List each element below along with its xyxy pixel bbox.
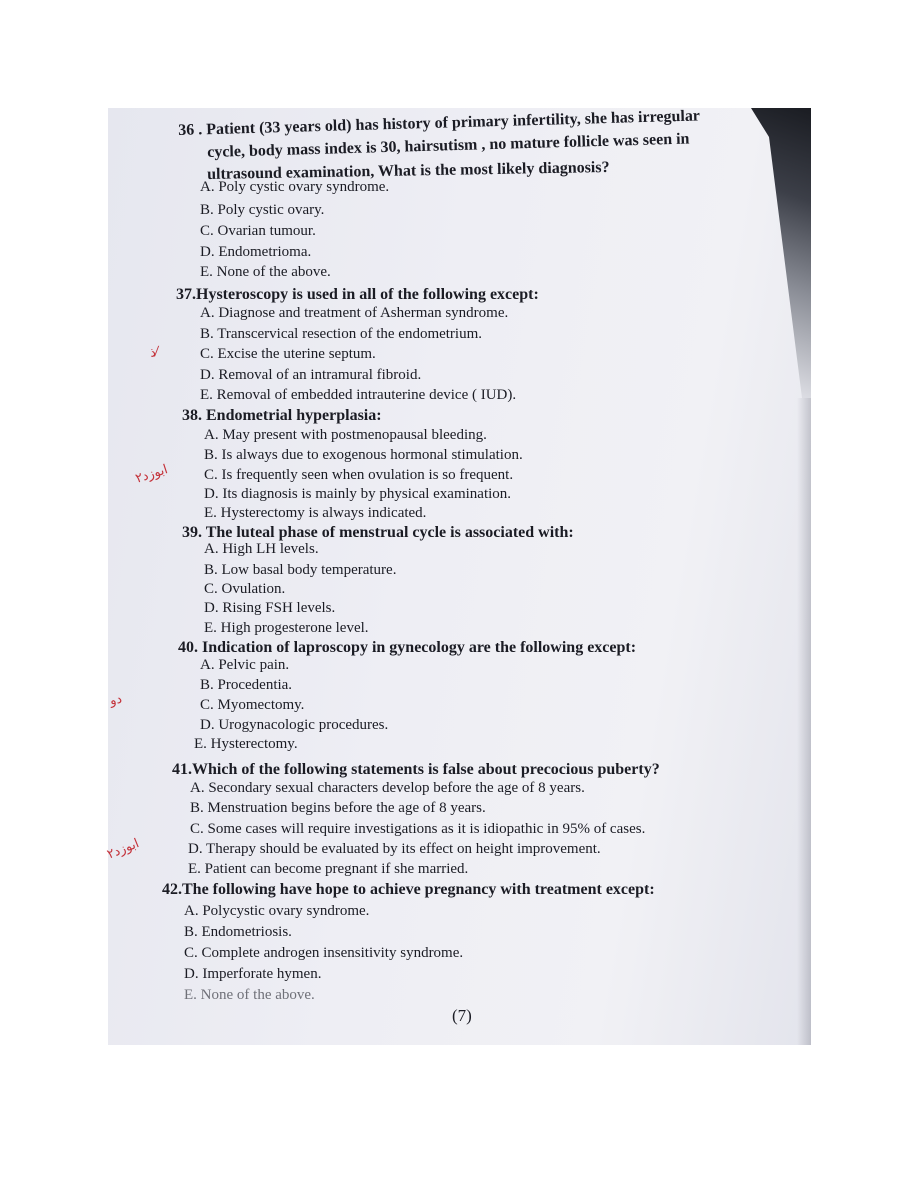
option: C. Ovulation. (204, 581, 286, 597)
exam-text (105, 107, 811, 1045)
question-38 (182, 407, 382, 425)
question-40 (178, 639, 636, 657)
question-number: 36 . (178, 121, 203, 139)
question-39 (182, 524, 574, 542)
question-number: 41. (172, 761, 192, 778)
question-text: The following have hope to achieve pregnancy with treatment except: (182, 881, 655, 898)
page-number: (7) (452, 1006, 472, 1025)
option: E. None of the above. (184, 987, 315, 1003)
option: E. Hysterectomy. (194, 736, 298, 752)
question-number: 39. (182, 524, 202, 541)
option: D. Urogynacologic procedures. (200, 717, 389, 733)
option: C. Some cases will require investigations as it is idiopathic in 95% of cases. (190, 821, 646, 837)
question-text: Hysteroscopy is used in all of the following except: (196, 286, 539, 303)
option: E. None of the above. (200, 264, 331, 280)
question-text: cycle, body mass index is 30, hairsutism , no mature follicle was seen in (207, 130, 690, 161)
question-text: Endometrial hyperplasia: (206, 407, 382, 424)
question-text: Indication of laproscopy in gynecology are the following except: (202, 639, 637, 656)
option: B. Poly cystic ovary. (200, 202, 325, 218)
option: A. High LH levels. (204, 541, 319, 557)
option: D. Rising FSH levels. (204, 600, 336, 616)
question-37 (176, 286, 539, 304)
question-number: 37. (176, 286, 196, 303)
option: A. Pelvic pain. (200, 657, 290, 673)
question-number: 40. (178, 639, 198, 656)
question-number: 38. (182, 407, 202, 424)
question-text: Patient (33 years old) has history of primary infertility, she has irregular (205, 107, 701, 139)
handwritten-mark: ابوزد٢ (105, 836, 142, 863)
option: C. Myomectomy. (200, 697, 305, 713)
question-41 (172, 761, 660, 779)
question-text: The luteal phase of menstrual cycle is associated with: (205, 524, 574, 541)
option: B. Menstruation begins before the age of 8 years. (190, 800, 486, 816)
handwritten-mark: ابوزد٢ (133, 462, 170, 487)
option: C. Excise the uterine septum. (200, 346, 376, 362)
option: B. Procedentia. (200, 677, 293, 693)
option: B. Transcervical resection of the endometrium. (200, 326, 483, 342)
option: B. Low basal body temperature. (204, 562, 397, 578)
option: A. Poly cystic ovary syndrome. (200, 179, 390, 195)
option: A. May present with postmenopausal bleeding. (204, 427, 487, 443)
option: E. Removal of embedded intrauterine device ( IUD). (200, 387, 517, 403)
option: D. Imperforate hymen. (184, 966, 322, 982)
option: E. Hysterectomy is always indicated. (204, 505, 427, 521)
option: A. Polycystic ovary syndrome. (184, 903, 370, 919)
question-text: ultrasound examination, What is the most likely diagnosis? (207, 158, 610, 183)
option: C. Complete androgen insensitivity syndrome. (184, 945, 464, 961)
option: E. High progesterone level. (204, 620, 369, 636)
option: D. Its diagnosis is mainly by physical examination. (204, 486, 512, 502)
option: C. Is frequently seen when ovulation is so frequent. (204, 467, 514, 483)
option: A. Diagnose and treatment of Asherman syndrome. (200, 305, 509, 321)
question-text: Which of the following statements is false about precocious puberty? (192, 761, 660, 778)
option: B. Endometriosis. (184, 924, 292, 940)
option: D. Endometrioma. (200, 244, 312, 260)
photographed-page (105, 107, 811, 1045)
option: A. Secondary sexual characters develop before the age of 8 years. (190, 780, 585, 796)
option: D. Removal of an intramural fibroid. (200, 367, 422, 383)
option: C. Ovarian tumour. (200, 223, 316, 239)
handwritten-mark: دو (108, 691, 124, 709)
option: B. Is always due to exogenous hormonal stimulation. (204, 447, 523, 463)
option: D. Therapy should be evaluated by its effect on height improvement. (188, 841, 601, 857)
option: E. Patient can become pregnant if she married. (188, 861, 469, 877)
question-42 (162, 881, 655, 899)
handwritten-mark: ذ⁄ (148, 344, 160, 361)
question-number: 42. (162, 881, 182, 898)
